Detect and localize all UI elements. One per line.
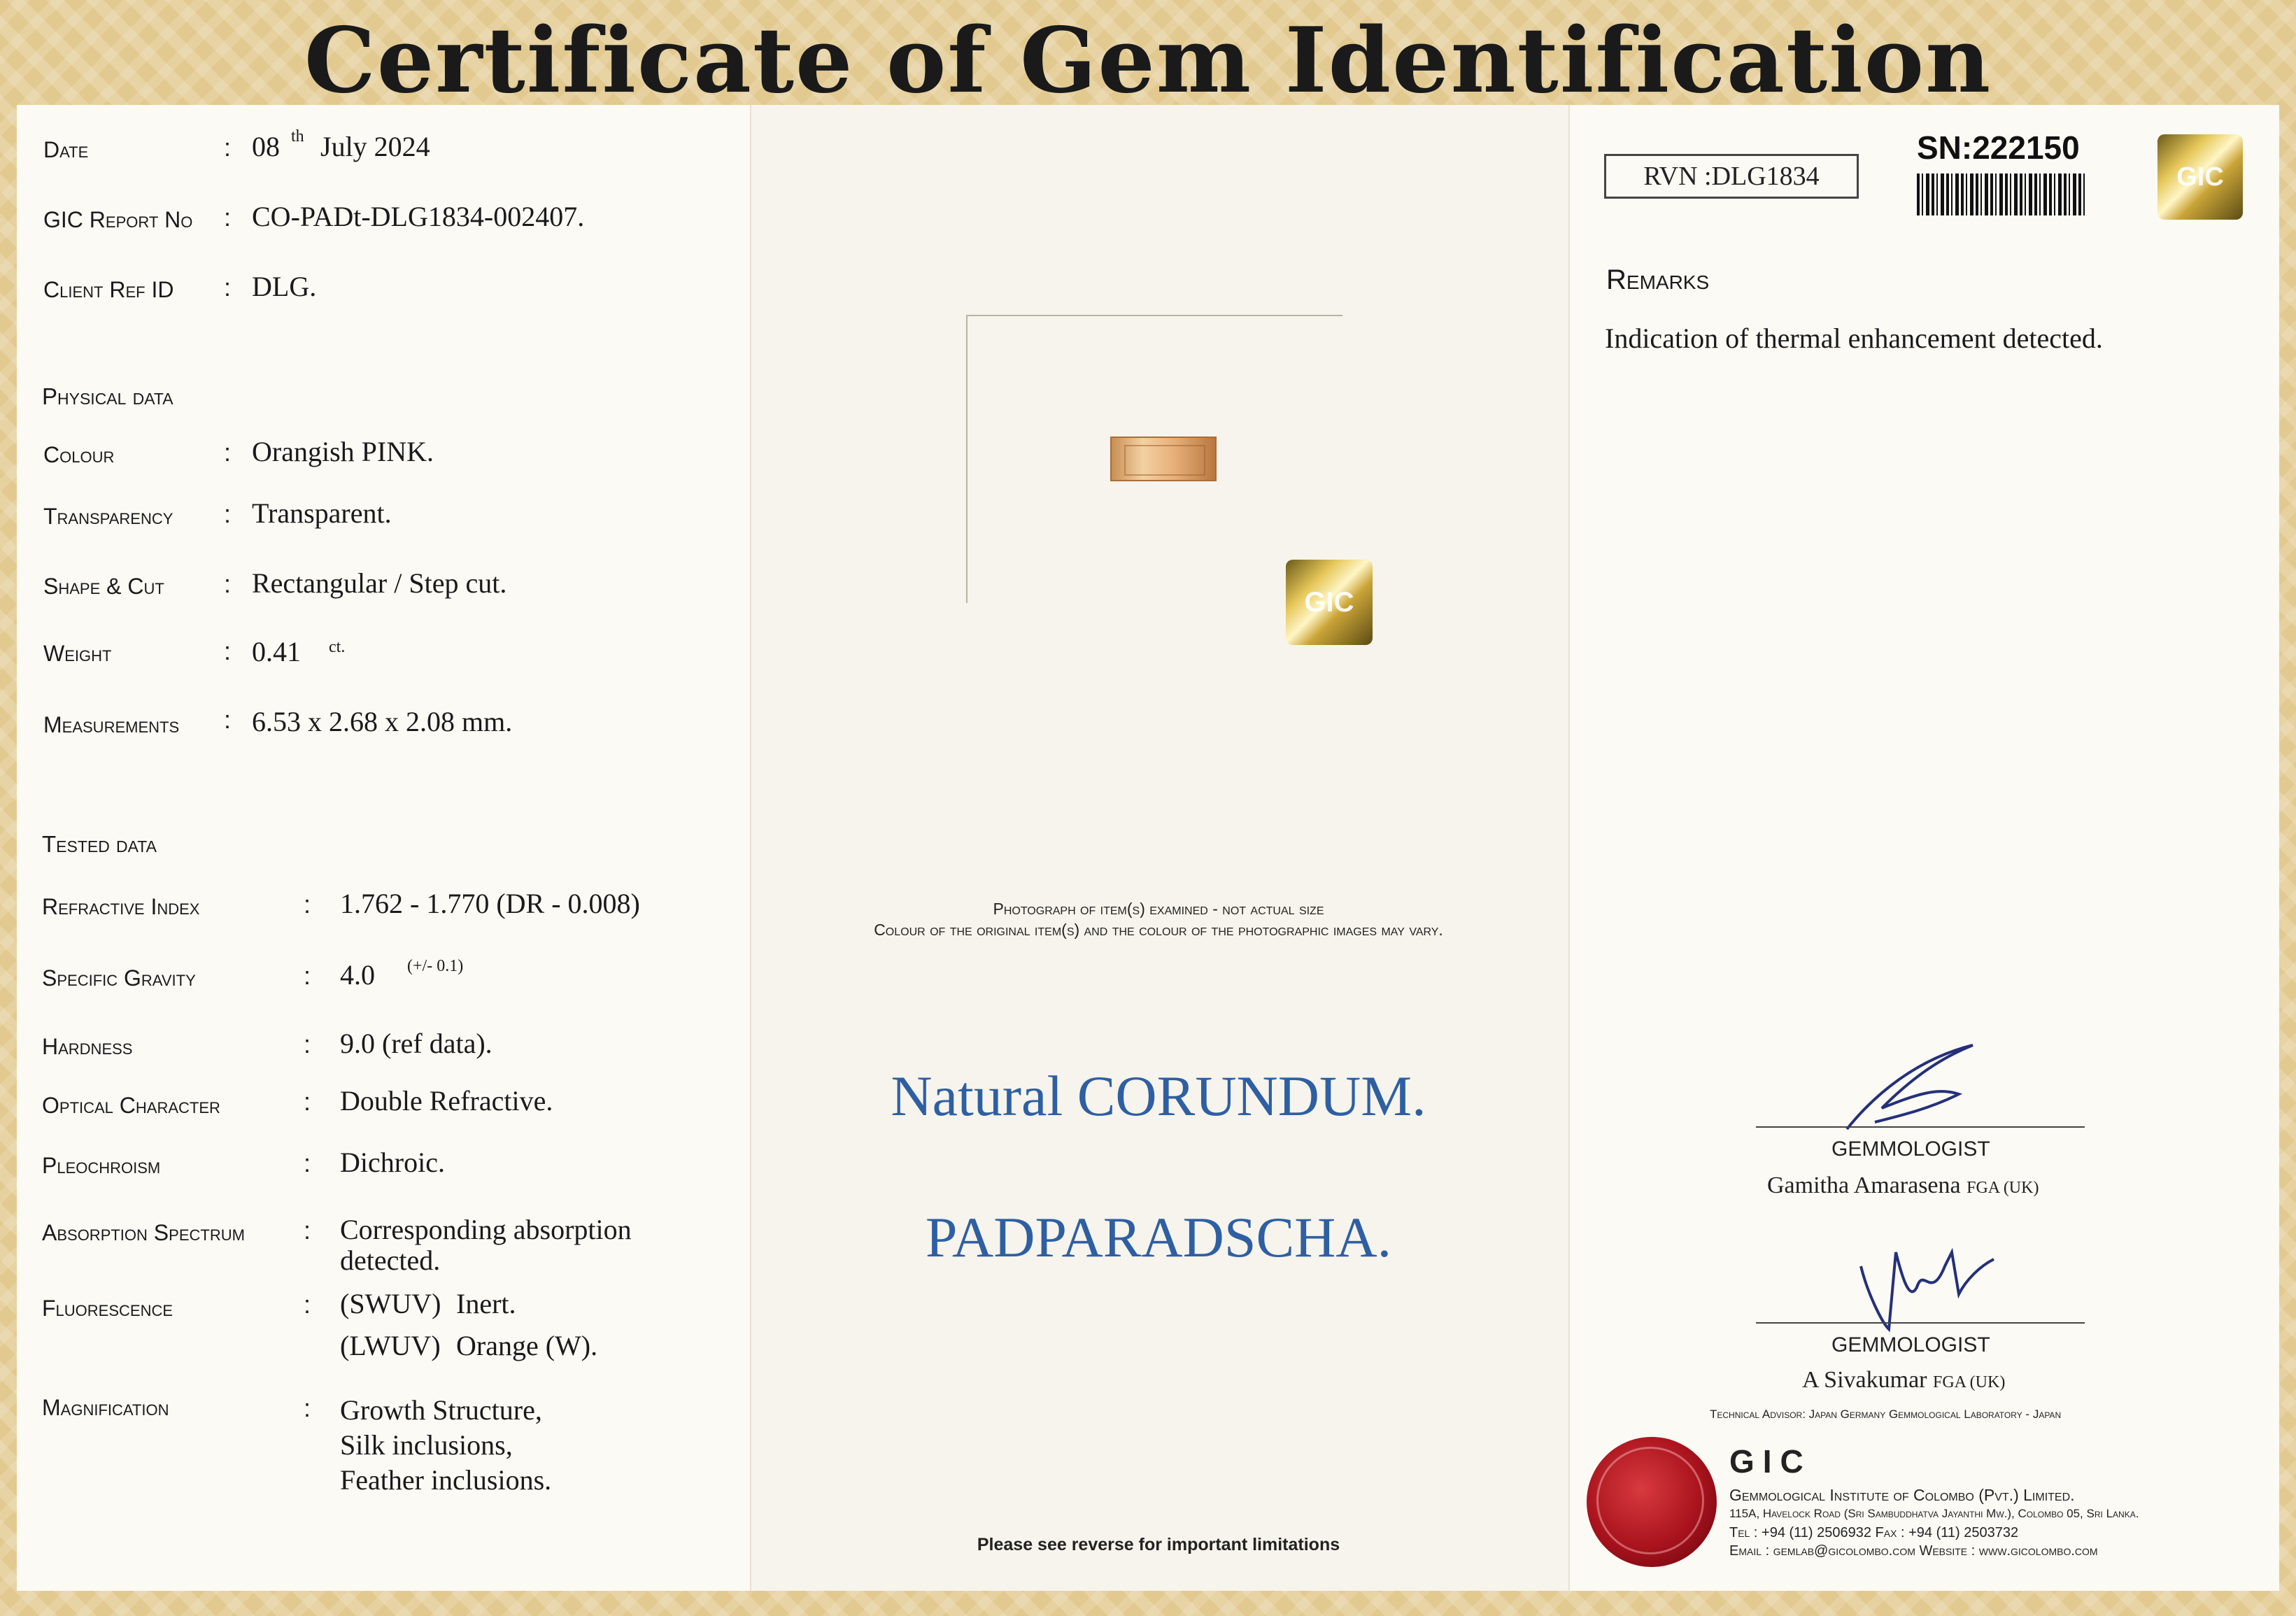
report-no-value: CO-PADt-DLG1834-002407. xyxy=(252,201,585,232)
gemstone-photo xyxy=(1110,437,1217,481)
colon: : xyxy=(304,1087,311,1116)
magnification-line3: Feather inclusions. xyxy=(340,1464,552,1496)
magnification-label: Magnification xyxy=(42,1395,169,1420)
colour-label: Colour xyxy=(43,442,115,467)
signature-1 xyxy=(1833,1031,1987,1136)
measurements-label: Measurements xyxy=(43,712,180,737)
client-ref-label: Client Ref ID xyxy=(43,277,174,302)
colon: : xyxy=(224,637,232,665)
report-no-label: GIC Report No xyxy=(43,207,193,232)
pleochroism-value: Dichroic. xyxy=(340,1147,445,1178)
date-label: Date xyxy=(43,137,89,162)
colon: : xyxy=(224,705,232,734)
hardness-value: 9.0 (ref data). xyxy=(340,1028,492,1059)
barcode xyxy=(1917,173,2088,215)
species-result: Natural CORUNDUM. xyxy=(891,1064,1426,1128)
institute-name: Gemmological Institute of Colombo (Pvt.) Limited. xyxy=(1729,1486,2075,1504)
colon: : xyxy=(304,1394,311,1422)
certificate-title: Certificate of Gem Identification xyxy=(304,8,1992,113)
colon: : xyxy=(224,499,232,528)
absorption-spectrum-label: Absorption Spectrum xyxy=(42,1220,245,1245)
gemmologist-name-1: Gamitha Amarasena xyxy=(1767,1172,1961,1198)
measurements-value: 6.53 x 2.68 x 2.08 mm. xyxy=(252,706,513,737)
colon: : xyxy=(304,1030,311,1058)
colon: : xyxy=(304,1216,311,1245)
refractive-index-label: Refractive Index xyxy=(42,894,200,919)
signature-role-1: GEMMOLOGIST xyxy=(1831,1137,1990,1161)
gemmologist-name-2: A Sivakumar xyxy=(1802,1367,1927,1393)
colon: : xyxy=(224,569,232,598)
weight-unit: ct. xyxy=(329,638,346,656)
refractive-index-value: 1.762 - 1.770 (DR - 0.008) xyxy=(340,888,640,919)
specific-gravity-value: 4.0 xyxy=(340,959,375,991)
photo-note-line1: Photograph of item(s) examined - not actual size xyxy=(993,900,1324,918)
absorption-value-line1: Corresponding absorption xyxy=(340,1214,632,1245)
serial-number: SN:222150 xyxy=(1917,129,2080,166)
transparency-label: Transparency xyxy=(43,504,173,529)
weight-label: Weight xyxy=(43,641,112,666)
gem-facet-outline xyxy=(1124,445,1205,476)
hardness-label: Hardness xyxy=(42,1034,133,1059)
hologram-sticker: GIC xyxy=(1286,560,1373,645)
date-month-year: July 2024 xyxy=(320,131,430,162)
colour-value: Orangish PINK. xyxy=(252,436,434,467)
technical-advisor: Technical Advisor: Japan Germany Gemmological Laboratory - Japan xyxy=(1710,1408,2062,1421)
signature-2 xyxy=(1847,1238,2008,1336)
institute-email-web: Email : gemlab@gicolombo.com Website : www.gicolombo.com xyxy=(1729,1543,2098,1559)
specific-gravity-tolerance: (+/- 0.1) xyxy=(407,957,464,975)
colon: : xyxy=(304,1149,311,1177)
magnification-line2: Silk inclusions, xyxy=(340,1429,513,1461)
tested-data-heading: Tested data xyxy=(42,831,157,857)
fluorescence-label: Fluorescence xyxy=(42,1296,173,1321)
colon: : xyxy=(224,438,232,467)
limitations-note: Please see reverse for important limitations xyxy=(977,1535,1340,1554)
signature-name-2 xyxy=(1802,1367,2005,1394)
pleochroism-label: Pleochroism xyxy=(42,1153,161,1178)
lwuv-value: Orange (W). xyxy=(456,1330,598,1361)
institute-address: 115A, Havelock Road (Sri Sambuddhatva Jayanthi Mw.), Colombo 05, Sri Lanka. xyxy=(1729,1507,2139,1520)
date-suffix: th xyxy=(291,127,304,146)
signature-name-1 xyxy=(1767,1172,2039,1199)
signature-role-2: GEMMOLOGIST xyxy=(1831,1333,1990,1356)
signature-line-2 xyxy=(1756,1322,2085,1324)
weight-value: 0.41 xyxy=(252,636,301,667)
shape-cut-value: Rectangular / Step cut. xyxy=(252,567,507,599)
optical-character-value: Double Refractive. xyxy=(340,1085,553,1117)
shape-cut-label: Shape & Cut xyxy=(43,574,164,599)
transparency-value: Transparent. xyxy=(252,497,392,529)
credential-2: FGA (UK) xyxy=(1932,1373,2006,1391)
seal-ring xyxy=(1596,1447,1704,1554)
date-day: 08 xyxy=(252,131,280,162)
physical-data-heading: Physical data xyxy=(42,383,173,409)
colon: : xyxy=(304,961,311,990)
optical-character-label: Optical Character xyxy=(42,1093,220,1118)
swuv-tag: (SWUV) xyxy=(340,1288,441,1319)
colon: : xyxy=(304,890,311,919)
lwuv-tag: (LWUV) xyxy=(340,1330,441,1361)
absorption-value-line2: detected. xyxy=(340,1245,441,1276)
colon: : xyxy=(224,133,232,162)
rvn-box: RVN :DLG1834 xyxy=(1604,154,1859,199)
colon: : xyxy=(224,273,232,302)
wax-seal xyxy=(1587,1437,1717,1567)
signature-line-1 xyxy=(1756,1126,2085,1128)
credential-1: FGA (UK) xyxy=(1967,1179,2039,1197)
hologram-seal: GIC xyxy=(2157,134,2243,220)
client-ref-value: DLG. xyxy=(252,271,317,302)
colon: : xyxy=(304,1290,311,1319)
remarks-text: Indication of thermal enhancement detected. xyxy=(1605,323,2103,354)
specific-gravity-label: Specific Gravity xyxy=(42,965,196,991)
institute-tel-fax: Tel : +94 (11) 2506932 Fax : +94 (11) 2503732 xyxy=(1729,1525,2019,1540)
photo-note-line2: Colour of the original item(s) and the colour of the photographic images may vary. xyxy=(874,921,1443,939)
variety-result: PADPARADSCHA. xyxy=(925,1205,1392,1269)
institute-short-name: GIC xyxy=(1729,1443,1812,1480)
swuv-value: Inert. xyxy=(456,1288,516,1319)
magnification-line1: Growth Structure, xyxy=(340,1394,542,1426)
colon: : xyxy=(224,203,232,232)
remarks-heading: Remarks xyxy=(1606,264,1710,295)
